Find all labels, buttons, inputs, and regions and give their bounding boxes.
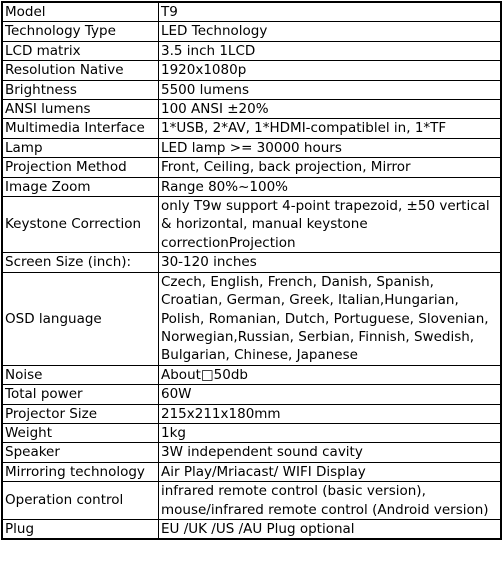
- row-value: 3.5 inch 1LCD: [159, 41, 502, 60]
- row-label: Operation control: [2, 482, 159, 520]
- row-value: T9: [159, 2, 502, 22]
- row-label: Screen Size (inch):: [2, 253, 159, 272]
- row-label: Projection Method: [2, 158, 159, 177]
- table-row: [2, 404, 501, 423]
- row-value: 5500 lumens: [159, 80, 502, 99]
- row-value: 100 ANSI ±20%: [159, 100, 502, 119]
- row-label: Image Zoom: [2, 177, 159, 196]
- row-value: EU /UK /US /AU Plug optional: [159, 519, 502, 539]
- table-row: [2, 443, 501, 462]
- row-label: Noise: [2, 365, 159, 384]
- row-label: ANSI lumens: [2, 100, 159, 119]
- row-value: Range 80%~100%: [159, 177, 502, 196]
- table-row: [2, 519, 501, 539]
- row-value: Czech, English, French, Danish, Spanish, Croatian, German, Greek, Italian,Hungarian, Polish, Romanian, Dutch, Portuguese, Slovenian, Norwegian,Russian, Serbian, Finnish, Swedish, Bulgarian, Chinese, Japanese: [159, 272, 502, 365]
- table-row: [2, 365, 501, 384]
- row-label: Mirroring technology: [2, 462, 159, 481]
- table-row: [2, 423, 501, 442]
- spec-table: [1, 1, 502, 540]
- table-row: [2, 138, 501, 157]
- table-row: [2, 41, 501, 60]
- row-label: Speaker: [2, 443, 159, 462]
- table-row: [2, 119, 501, 138]
- row-label: Technology Type: [2, 22, 159, 41]
- table-row: [2, 177, 501, 196]
- row-value: 1920x1080p: [159, 61, 502, 80]
- row-label: Brightness: [2, 80, 159, 99]
- row-label: OSD language: [2, 272, 159, 365]
- row-label: Model: [2, 2, 159, 22]
- row-value: 1*USB, 2*AV, 1*HDMI-compatiblel in, 1*TF: [159, 119, 502, 138]
- row-value: 215x211x180mm: [159, 404, 502, 423]
- row-value: Front, Ceiling, back projection, Mirror: [159, 158, 502, 177]
- row-value: 3W independent sound cavity: [159, 443, 502, 462]
- row-value: 60W: [159, 385, 502, 404]
- table-row: [2, 385, 501, 404]
- row-label: Lamp: [2, 138, 159, 157]
- row-label: Plug: [2, 519, 159, 539]
- table-row: [2, 100, 501, 119]
- row-value: LED Technology: [159, 22, 502, 41]
- row-value: infrared remote control (basic version), mouse/infrared remote control (Android version): [159, 482, 502, 520]
- row-label: Resolution Native: [2, 61, 159, 80]
- row-value: Air Play/Mriacast/ WIFI Display: [159, 462, 502, 481]
- row-label: Weight: [2, 423, 159, 442]
- row-label: Total power: [2, 385, 159, 404]
- table-row: [2, 462, 501, 481]
- table-row: [2, 272, 501, 365]
- table-row: [2, 482, 501, 520]
- row-value: only T9w support 4-point trapezoid, ±50 vertical & horizontal, manual keystone correctionProjection: [159, 197, 502, 253]
- row-value: 1kg: [159, 423, 502, 442]
- row-label: Multimedia Interface: [2, 119, 159, 138]
- table-row: [2, 253, 501, 272]
- table-row: [2, 22, 501, 41]
- table-row: [2, 158, 501, 177]
- row-value: About□50db: [159, 365, 502, 384]
- table-row: [2, 61, 501, 80]
- table-row: [2, 2, 501, 22]
- table-row: [2, 197, 501, 253]
- row-value: 30-120 inches: [159, 253, 502, 272]
- row-value: LED lamp >= 30000 hours: [159, 138, 502, 157]
- table-row: [2, 80, 501, 99]
- row-label: LCD matrix: [2, 41, 159, 60]
- row-label: Keystone Correction: [2, 197, 159, 253]
- row-label: Projector Size: [2, 404, 159, 423]
